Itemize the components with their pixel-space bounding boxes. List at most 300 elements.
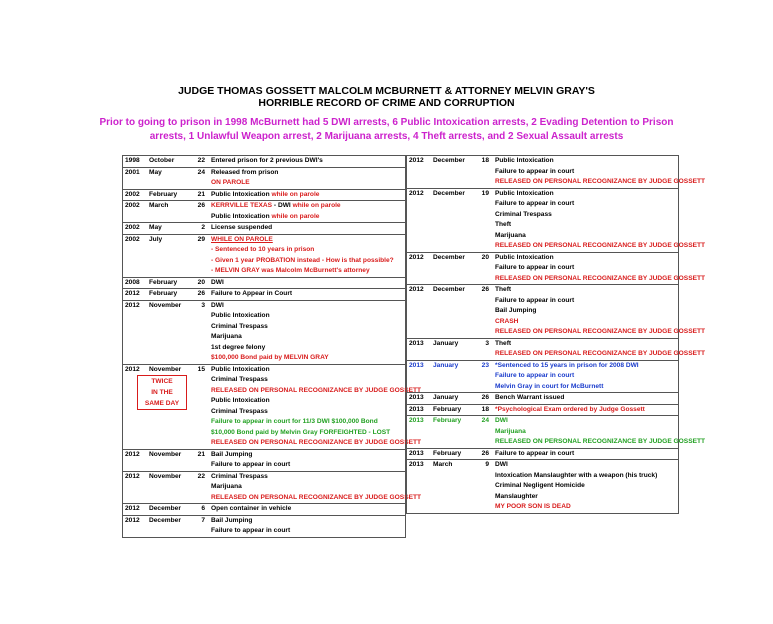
record-month: November xyxy=(147,364,191,375)
record-event-text: Marijuana xyxy=(495,427,526,435)
record-year: 2008 xyxy=(123,277,148,289)
intro-line1: Prior to going to prison in 1998 McBurnett had 5 DWI arrests, 6 Public Intoxication arrests, 2 Evading Detention to Prison xyxy=(99,117,674,128)
record-month: May xyxy=(147,223,191,235)
record-row xyxy=(123,189,406,201)
record-event-text: Manslaughter xyxy=(495,492,538,500)
record-event-text: DWI xyxy=(495,461,508,468)
record-day xyxy=(191,396,209,407)
record-month: February xyxy=(147,189,191,201)
record-month xyxy=(147,245,191,256)
record-day xyxy=(475,327,493,338)
record-month xyxy=(431,371,475,382)
record-row xyxy=(123,156,406,168)
record-event xyxy=(209,189,406,201)
record-row xyxy=(123,449,406,460)
record-day xyxy=(475,274,493,285)
record-year xyxy=(123,256,148,267)
record-month xyxy=(147,438,191,449)
record-year xyxy=(407,199,432,210)
record-month xyxy=(431,502,475,513)
record-row xyxy=(407,317,679,328)
record-event-text: Criminal Trespass xyxy=(211,472,268,480)
record-event xyxy=(493,393,679,405)
record-event xyxy=(493,220,679,231)
record-event-text: Criminal Trespass xyxy=(211,376,268,383)
record-day xyxy=(191,322,209,333)
record-day xyxy=(191,438,209,449)
record-event xyxy=(209,266,406,277)
record-month: December xyxy=(431,156,475,167)
record-event-text: - Given 1 year PROBATION instead - How is that possible? xyxy=(211,256,394,264)
record-event xyxy=(209,428,406,439)
record-event-text: Theft xyxy=(495,221,512,228)
record-month xyxy=(431,349,475,360)
record-event-text: 1st degree felony xyxy=(211,343,266,351)
record-event xyxy=(209,212,406,223)
record-year xyxy=(123,178,148,189)
record-event xyxy=(493,274,706,285)
record-event-text: DWI xyxy=(211,301,224,309)
record-row xyxy=(123,417,406,428)
record-year: 2012 xyxy=(407,188,432,199)
record-event-text: - Sentenced to 10 years in prison xyxy=(211,246,315,253)
record-event xyxy=(209,471,406,482)
record-day xyxy=(191,386,209,397)
record-row xyxy=(123,526,406,537)
record-year xyxy=(123,245,148,256)
record-day xyxy=(191,332,209,343)
record-month: December xyxy=(147,504,191,516)
record-day: 20 xyxy=(475,252,493,263)
record-month xyxy=(147,493,191,504)
record-event xyxy=(493,502,679,513)
record-event-text: RELEASED ON PERSONAL RECOGNIZANCE BY JUDGE GOSSETT xyxy=(495,438,706,445)
record-event xyxy=(209,322,406,333)
record-event-text: RELEASED ON PERSONAL RECOGNIZANCE BY JUDGE GOSSETT xyxy=(495,274,706,282)
record-day xyxy=(475,481,493,492)
record-year xyxy=(123,526,148,537)
twice-line1: TWICE xyxy=(151,378,173,385)
record-month xyxy=(431,382,475,393)
record-month xyxy=(147,322,191,333)
record-day xyxy=(475,502,493,513)
record-year xyxy=(123,438,148,449)
record-year xyxy=(407,502,432,513)
record-event-text: KERRVILLE TEXAS xyxy=(211,202,273,209)
record-row xyxy=(407,156,679,167)
record-event-text: RELEASED ON PERSONAL RECOGNIZANCE BY JUDGE GOSSETT xyxy=(495,242,706,249)
record-year xyxy=(407,241,432,252)
record-day: 18 xyxy=(475,156,493,167)
record-event-text: DWI xyxy=(495,417,508,424)
record-month xyxy=(147,343,191,354)
record-row xyxy=(123,223,406,235)
record-month xyxy=(431,220,475,231)
record-event-text: Bail Jumping xyxy=(495,307,537,314)
record-day xyxy=(475,471,493,482)
record-event xyxy=(493,481,679,492)
record-event xyxy=(209,156,406,168)
record-event-text: RELEASED ON PERSONAL RECOGNIZANCE BY JUDGE GOSSETT xyxy=(211,439,422,446)
record-year xyxy=(407,220,432,231)
record-event-text: Bail Jumping xyxy=(211,450,253,458)
record-event-text: CRASH xyxy=(495,317,519,325)
record-month: March xyxy=(431,460,475,471)
record-day: 26 xyxy=(191,289,209,301)
record-year xyxy=(407,427,432,438)
record-event-text: RELEASED ON PERSONAL RECOGNIZANCE BY JUDGE GOSSETT xyxy=(495,178,706,185)
right-record-table xyxy=(406,155,706,514)
record-year xyxy=(407,382,432,393)
record-row xyxy=(123,256,406,267)
record-row xyxy=(407,492,679,503)
record-month xyxy=(431,427,475,438)
record-row xyxy=(407,360,679,371)
record-row xyxy=(123,332,406,343)
record-event xyxy=(493,210,679,221)
record-year: 2013 xyxy=(407,448,432,460)
record-row xyxy=(407,231,679,242)
record-event xyxy=(209,245,406,256)
record-year: 2002 xyxy=(123,201,148,212)
record-month xyxy=(431,296,475,307)
record-event xyxy=(209,343,406,354)
record-day: 26 xyxy=(475,285,493,296)
record-month xyxy=(431,231,475,242)
record-event xyxy=(209,201,406,212)
record-month: February xyxy=(431,404,475,416)
record-day xyxy=(191,375,209,386)
record-day: 23 xyxy=(475,360,493,371)
record-day: 20 xyxy=(191,277,209,289)
record-event-text: *Psychological Exam ordered by Judge Gossett xyxy=(495,405,645,413)
record-event-text: WHILE ON PAROLE xyxy=(211,235,273,243)
record-event xyxy=(493,349,706,360)
record-event-text: Public Intoxication xyxy=(211,312,270,319)
record-event xyxy=(493,231,679,242)
record-event xyxy=(209,289,406,301)
record-event xyxy=(493,404,679,416)
record-event-text-part2: while on parole xyxy=(269,212,320,220)
record-event xyxy=(493,263,679,274)
record-year: 2013 xyxy=(407,404,432,416)
record-year xyxy=(407,210,432,221)
record-month: March xyxy=(147,201,191,212)
record-event-text: Failure to appear in court xyxy=(495,449,575,457)
record-year xyxy=(407,492,432,503)
record-event-text: Theft xyxy=(495,286,512,293)
record-year xyxy=(407,437,432,448)
record-day xyxy=(475,167,493,178)
record-month: December xyxy=(431,285,475,296)
record-row xyxy=(123,471,406,482)
record-year xyxy=(407,471,432,482)
record-month xyxy=(431,199,475,210)
record-day xyxy=(475,382,493,393)
record-event xyxy=(493,177,706,188)
record-month: November xyxy=(147,300,191,311)
record-month: December xyxy=(147,515,191,526)
record-month xyxy=(431,327,475,338)
record-event xyxy=(493,460,679,471)
record-day xyxy=(191,482,209,493)
record-row xyxy=(123,515,406,526)
record-year xyxy=(407,317,432,328)
record-year: 2012 xyxy=(123,504,148,516)
record-day xyxy=(475,306,493,317)
record-year: 2002 xyxy=(123,234,148,245)
record-event-text: Released from prison xyxy=(211,168,279,176)
record-event xyxy=(493,437,706,448)
record-row xyxy=(123,167,406,178)
record-day: 19 xyxy=(475,188,493,199)
record-day xyxy=(475,437,493,448)
record-row xyxy=(123,245,406,256)
record-event-text-part2: while on parole xyxy=(269,190,320,198)
record-year xyxy=(123,460,148,471)
record-month xyxy=(431,263,475,274)
record-month xyxy=(431,437,475,448)
record-event xyxy=(209,460,406,471)
record-year: 1998 xyxy=(123,156,148,168)
record-event xyxy=(209,234,406,245)
record-year xyxy=(123,417,148,428)
record-day xyxy=(475,427,493,438)
record-event-text: RELEASED ON PERSONAL RECOGNIZANCE BY JUDGE GOSSETT xyxy=(211,386,422,394)
twice-line2: IN THE xyxy=(151,389,173,396)
record-event-text: RELEASED ON PERSONAL RECOGNIZANCE BY JUDGE GOSSETT xyxy=(211,493,422,501)
record-event-text: Failure to appear in court xyxy=(211,461,291,468)
record-event xyxy=(493,471,679,482)
record-day xyxy=(191,343,209,354)
record-day xyxy=(191,428,209,439)
record-year xyxy=(123,332,148,343)
record-year xyxy=(407,231,432,242)
record-event xyxy=(493,317,679,328)
record-row xyxy=(123,353,406,364)
record-year: 2002 xyxy=(123,189,148,201)
record-day: 22 xyxy=(191,156,209,168)
record-event xyxy=(493,492,679,503)
record-month: January xyxy=(431,338,475,349)
record-event xyxy=(209,332,406,343)
record-day xyxy=(191,256,209,267)
record-event-text: Public Intoxication xyxy=(211,397,270,404)
record-year: 2012 xyxy=(123,289,148,301)
record-year: 2013 xyxy=(407,416,432,427)
record-event xyxy=(493,296,679,307)
record-month xyxy=(431,317,475,328)
record-year xyxy=(123,311,148,322)
record-row xyxy=(407,199,679,210)
record-event xyxy=(209,515,406,526)
record-event xyxy=(493,360,679,371)
record-month: February xyxy=(431,416,475,427)
record-event-text-part3: while on parole xyxy=(290,202,341,209)
record-event-text: Criminal Trespass xyxy=(211,322,268,330)
record-event xyxy=(209,167,406,178)
record-day: 24 xyxy=(475,416,493,427)
record-day: 26 xyxy=(475,393,493,405)
record-year: 2012 xyxy=(123,471,148,482)
record-row xyxy=(123,300,406,311)
record-event-text: Criminal Trespass xyxy=(495,210,552,218)
record-event xyxy=(209,396,406,407)
record-year: 2013 xyxy=(407,460,432,471)
record-year: 2012 xyxy=(407,156,432,167)
record-year xyxy=(407,349,432,360)
twice-line3: SAME DAY xyxy=(144,400,180,407)
record-event xyxy=(493,252,679,263)
record-month xyxy=(431,306,475,317)
record-event-text: Failure to Appear in Court xyxy=(211,290,293,297)
record-year xyxy=(407,296,432,307)
record-month: January xyxy=(431,360,475,371)
record-event xyxy=(209,256,406,267)
record-row xyxy=(123,234,406,245)
record-month: November xyxy=(147,449,191,460)
record-event-text: Public Intoxication xyxy=(211,190,270,198)
record-row xyxy=(123,311,406,322)
record-year: 2013 xyxy=(407,393,432,405)
record-year xyxy=(407,327,432,338)
record-day xyxy=(191,245,209,256)
record-row xyxy=(407,371,679,382)
record-year xyxy=(123,266,148,277)
record-day xyxy=(475,296,493,307)
record-day: 29 xyxy=(191,234,209,245)
record-year xyxy=(123,428,148,439)
record-event xyxy=(493,416,679,427)
record-year xyxy=(123,322,148,333)
record-day xyxy=(475,349,493,360)
record-year xyxy=(123,353,148,364)
record-month xyxy=(431,471,475,482)
record-day: 3 xyxy=(191,300,209,311)
record-event xyxy=(209,526,406,537)
record-year xyxy=(407,263,432,274)
record-event-text: Public Intoxication xyxy=(495,157,554,164)
record-event xyxy=(493,427,679,438)
intro-line2: arrests, 1 Unlawful Weapon arrest, 2 Marijuana arrests, 4 Theft arrests, and 2 Sexual Assault arrests xyxy=(149,131,624,142)
record-row xyxy=(407,241,679,252)
page-title-line2: HORRIBLE RECORD OF CRIME AND CORRUPTION xyxy=(258,97,515,109)
record-row xyxy=(123,277,406,289)
record-row xyxy=(123,212,406,223)
record-day xyxy=(475,210,493,221)
record-event xyxy=(209,223,406,235)
record-month xyxy=(431,274,475,285)
record-event-text: License suspended xyxy=(211,224,273,231)
record-event xyxy=(209,300,406,311)
record-event-text: Bench Warrant issued xyxy=(495,394,565,401)
record-row xyxy=(123,482,406,493)
record-event xyxy=(209,277,406,289)
record-day xyxy=(191,417,209,428)
record-year: 2002 xyxy=(123,223,148,235)
record-event xyxy=(209,386,422,397)
record-event-text: Intoxication Manslaughter with a weapon (his truck) xyxy=(495,471,658,479)
record-day xyxy=(475,317,493,328)
record-row xyxy=(407,177,679,188)
record-day xyxy=(475,263,493,274)
record-year xyxy=(407,177,432,188)
record-row xyxy=(123,364,406,375)
record-day xyxy=(191,526,209,537)
record-row xyxy=(407,404,679,416)
record-day: 21 xyxy=(191,449,209,460)
record-row xyxy=(407,427,679,438)
record-event xyxy=(209,449,406,460)
record-event xyxy=(209,178,406,189)
record-row xyxy=(407,296,679,307)
record-year xyxy=(407,274,432,285)
record-row xyxy=(407,338,679,349)
record-row xyxy=(407,349,679,360)
record-year: 2001 xyxy=(123,167,148,178)
record-year: 2012 xyxy=(123,364,148,375)
record-event-text: RELEASED ON PERSONAL RECOGNIZANCE BY JUDGE GOSSETT xyxy=(495,350,706,357)
record-month: January xyxy=(431,393,475,405)
record-day: 26 xyxy=(191,201,209,212)
record-event xyxy=(493,371,679,382)
record-day xyxy=(475,220,493,231)
record-year: 2012 xyxy=(123,515,148,526)
record-month xyxy=(431,210,475,221)
record-month xyxy=(147,417,191,428)
record-row xyxy=(123,178,406,189)
record-year xyxy=(123,343,148,354)
record-day: 7 xyxy=(191,515,209,526)
record-year xyxy=(407,371,432,382)
record-row xyxy=(407,252,679,263)
record-day: 6 xyxy=(191,504,209,516)
record-event-text: $100,000 Bond paid by xyxy=(211,354,283,361)
record-day: 18 xyxy=(475,404,493,416)
record-row xyxy=(407,448,679,460)
record-day xyxy=(475,231,493,242)
record-day: 9 xyxy=(475,460,493,471)
record-month: February xyxy=(147,277,191,289)
record-event-text: Public Intoxication xyxy=(211,212,270,220)
record-event-text-part2: - DWI xyxy=(272,202,291,209)
record-event-text: ON PAROLE xyxy=(211,179,250,186)
record-day xyxy=(191,266,209,277)
record-event-text: Public Intoxication xyxy=(495,253,554,261)
record-event-text: RELEASED ON PERSONAL RECOGNIZANCE BY JUDGE GOSSETT xyxy=(495,328,706,335)
record-month xyxy=(147,332,191,343)
record-event-text: Failure to appear in court xyxy=(495,167,575,175)
record-event-text: Public Intoxication xyxy=(211,365,270,373)
record-event-text: Entered prison for 2 previous DWI's xyxy=(211,157,323,164)
record-row xyxy=(123,289,406,301)
record-event-text: Public Intoxication xyxy=(495,189,554,197)
record-month xyxy=(431,492,475,503)
record-event-text: Failure to appear in court xyxy=(495,264,575,271)
record-event xyxy=(493,327,706,338)
record-month xyxy=(147,256,191,267)
record-month: February xyxy=(431,448,475,460)
record-day xyxy=(475,371,493,382)
record-event-text: - MELVIN GRAY was Malcolm McBurnett's attorney xyxy=(211,267,370,274)
record-month: October xyxy=(147,156,191,168)
record-event xyxy=(209,417,406,428)
record-month xyxy=(147,353,191,364)
record-row xyxy=(407,210,679,221)
record-month xyxy=(431,481,475,492)
record-day xyxy=(475,177,493,188)
record-event xyxy=(493,338,679,349)
